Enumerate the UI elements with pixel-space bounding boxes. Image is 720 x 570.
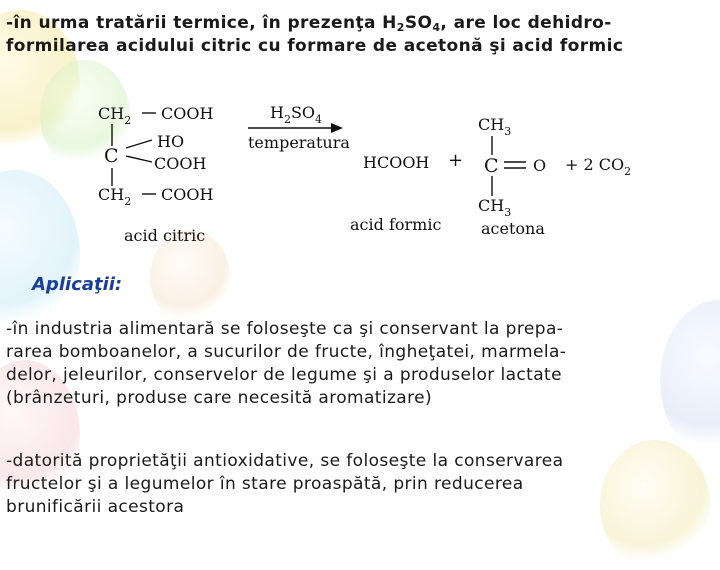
citric-cooh-top: COOH (161, 104, 214, 123)
intro-line-2: formilarea acidului citric cu formare de acetonă şi acid formic (6, 36, 624, 56)
antioxidant-paragraph (6, 450, 718, 519)
applications-line: rarea bomboanelor, a sucurilor de fructe, îngheţatei, marmela- (6, 342, 567, 362)
antioxidant-line: -datorită proprietăţii antioxidative, se foloseşte la conservarea (6, 451, 564, 471)
formic-formula: HCOOH (363, 153, 430, 172)
applications-line: delor, jeleurilor, conservelor de legume şi a produselor lactate (6, 365, 562, 385)
reagent-label: $H_2SO_4$ (270, 103, 323, 126)
plus-sign: + (448, 150, 464, 171)
bond (126, 156, 152, 162)
formic-acid-label: acid formic (350, 215, 442, 234)
co2-term: + 2 $CO_2$ (565, 155, 632, 178)
applications-line: (brânzeturi, produse care necesită aromatizare) (6, 388, 433, 408)
acetone-ch3-top: $CH_3$ (478, 115, 512, 138)
citric-cooh-bottom: COOH (161, 185, 214, 204)
applications-paragraph (6, 318, 718, 410)
citric-central-carbon: C (104, 145, 119, 167)
acetone-label: acetona (481, 219, 545, 238)
citric-acid-label: acid citric (124, 226, 206, 245)
acetone-ch3-bottom: $CH_3$ (478, 196, 512, 219)
antioxidant-line: fructelor şi a legumelor în stare proaspătă, prin reducerea (6, 474, 524, 494)
citric-ch2-top: $CH_2$ (98, 104, 132, 127)
acetone-oxygen: O (533, 156, 547, 175)
citric-ch2-bottom: $CH_2$ (98, 185, 132, 208)
bond (126, 140, 152, 148)
antioxidant-line: brunificării acestora (6, 497, 185, 517)
intro-line-1: -în urma tratării termice, în prezenţa $H_2SO_4$, are loc dehidro- (6, 13, 612, 34)
citric-cooh-mid: COOH (154, 154, 207, 173)
citric-ho: HO (157, 132, 185, 151)
applications-heading: Aplicaţii: (32, 274, 123, 295)
reaction-arrow-head (331, 123, 343, 133)
condition-label: temperatura (248, 133, 350, 152)
applications-line: -în industria alimentară se foloseşte ca şi conservant la prepa- (6, 319, 564, 339)
acetone-carbon: C (484, 155, 499, 177)
